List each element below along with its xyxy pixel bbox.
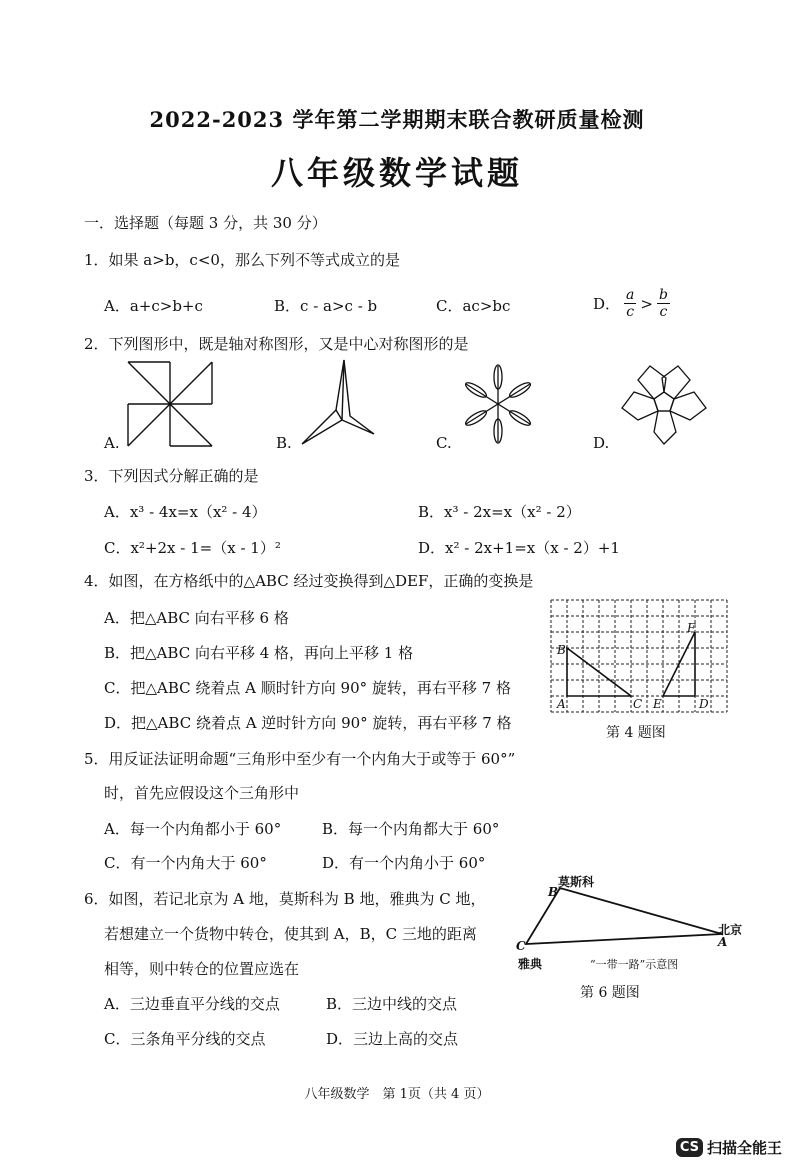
fraction-numerator: a (626, 287, 635, 303)
question-5-option-c: C．有一个内角大于 60° (104, 854, 267, 872)
label-moscow: 莫斯科 (558, 875, 595, 889)
option-d-label: D． (593, 295, 621, 313)
page-footer: 八年级数学 第 1页（共 4 页） (304, 1087, 490, 1102)
six-petal-figure (458, 360, 538, 448)
question-6-option-a: A．三边垂直平分线的交点 (104, 995, 280, 1013)
fraction-numerator: b (658, 287, 668, 303)
question-3-stem: 3．下列因式分解正确的是 (84, 467, 259, 485)
fraction-b-over-c (657, 287, 670, 320)
question-6-option-d: D．三边上高的交点 (326, 1030, 459, 1048)
label-c: C (516, 939, 526, 953)
question-4-option-b: B．把△ABC 向右平移 4 格，再向上平移 1 格 (104, 644, 414, 662)
subject-title: 八年级数学试题 (270, 154, 523, 192)
label-d: D (699, 697, 709, 711)
fraction-a-over-c (624, 287, 636, 320)
question-2-option-d: D. (593, 434, 610, 452)
label-a: A (718, 935, 728, 949)
label-f: F (687, 621, 696, 635)
question-2-option-a: A. (104, 434, 120, 452)
label-e: E (653, 697, 662, 711)
pentagon-flower-figure (614, 356, 714, 448)
question-4-stem: 4．如图，在方格纸中的△ABC 经过变换得到△DEF，正确的变换是 (84, 572, 534, 590)
section-heading: 一．选择题（每题 3 分，共 30 分） (84, 214, 327, 232)
label-c: C (633, 697, 643, 711)
label-a: A (557, 697, 566, 711)
triangle-map-figure (512, 870, 752, 980)
exam-title: 2022-2023 学年第二学期期末联合教研质量检测 (149, 107, 645, 132)
question-3-option-c: C．x²+2x - 1=（x - 1）² (104, 539, 281, 557)
question-5-stem-line1: 5．用反证法证明命题“三角形中至少有一个内角大于或等于 60°” (84, 750, 516, 768)
question-5-option-d: D．有一个内角小于 60° (322, 854, 486, 872)
question-5-option-b: B．每一个内角都大于 60° (322, 820, 500, 838)
label-beijing: 北京 (718, 923, 743, 937)
label-b: B (548, 885, 559, 899)
question-2-stem: 2．下列图形中，既是轴对称图形，又是中心对称图形的是 (84, 335, 469, 353)
question-1-option-d (593, 287, 670, 320)
camscanner-logo: CS (676, 1138, 703, 1157)
three-point-star-figure (298, 358, 378, 450)
question-4-option-c: C．把△ABC 绕着点 A 顺时针方向 90° 旋转，再右平移 7 格 (104, 679, 511, 697)
fraction-denominator: c (626, 304, 635, 320)
question-1-option-c: C．ac>bc (436, 297, 511, 315)
question-6-stem-line3: 相等，则中转仓的位置应选在 (104, 960, 300, 978)
scanner-watermark (676, 1137, 782, 1158)
comparison-sign: > (640, 294, 653, 313)
question-2-option-b: B. (276, 434, 292, 452)
question-4-option-d: D．把△ABC 绕着点 A 逆时针方向 90° 旋转，再右平移 7 格 (104, 714, 512, 732)
label-b: B (557, 643, 566, 657)
question-1-option-a: A．a+c>b+c (104, 297, 203, 315)
question-3-option-d: D．x² - 2x+1=x（x - 2）+1 (418, 539, 620, 557)
question-6-option-b: B．三边中线的交点 (326, 995, 458, 1013)
question-5-stem-line2: 时，首先应假设这个三角形中 (104, 784, 300, 802)
question-6-stem-line1: 6．如图，若记北京为 A 地，莫斯科为 B 地，雅典为 C 地， (84, 890, 486, 908)
belt-road-note: “一带一路”示意图 (590, 958, 679, 971)
label-athens: 雅典 (518, 957, 543, 971)
question-3-option-b: B．x³ - 2x=x（x² - 2） (418, 503, 581, 521)
question-1-option-b: B．c - a>c - b (274, 297, 378, 315)
watermark-text: 扫描全能王 (706, 1139, 782, 1157)
figure-6-caption: 第 6 题图 (580, 985, 640, 1001)
question-6-stem-line2: 若想建立一个货物中转仓，使其到 A，B，C 三地的距离 (104, 925, 477, 943)
question-2-option-c: C. (436, 434, 452, 452)
question-3-option-a: A．x³ - 4x=x（x² - 4） (104, 503, 267, 521)
question-6-option-c: C．三条角平分线的交点 (104, 1030, 266, 1048)
figure-4-caption: 第 4 题图 (606, 725, 666, 741)
question-4-option-a: A．把△ABC 向右平移 6 格 (104, 609, 289, 627)
pinwheel-figure (124, 360, 216, 448)
question-5-option-a: A．每一个内角都小于 60° (104, 820, 282, 838)
grid-transformation-figure (549, 598, 729, 716)
fraction-denominator: c (659, 304, 668, 320)
question-1-stem: 1．如果 a>b，c<0，那么下列不等式成立的是 (84, 251, 400, 269)
